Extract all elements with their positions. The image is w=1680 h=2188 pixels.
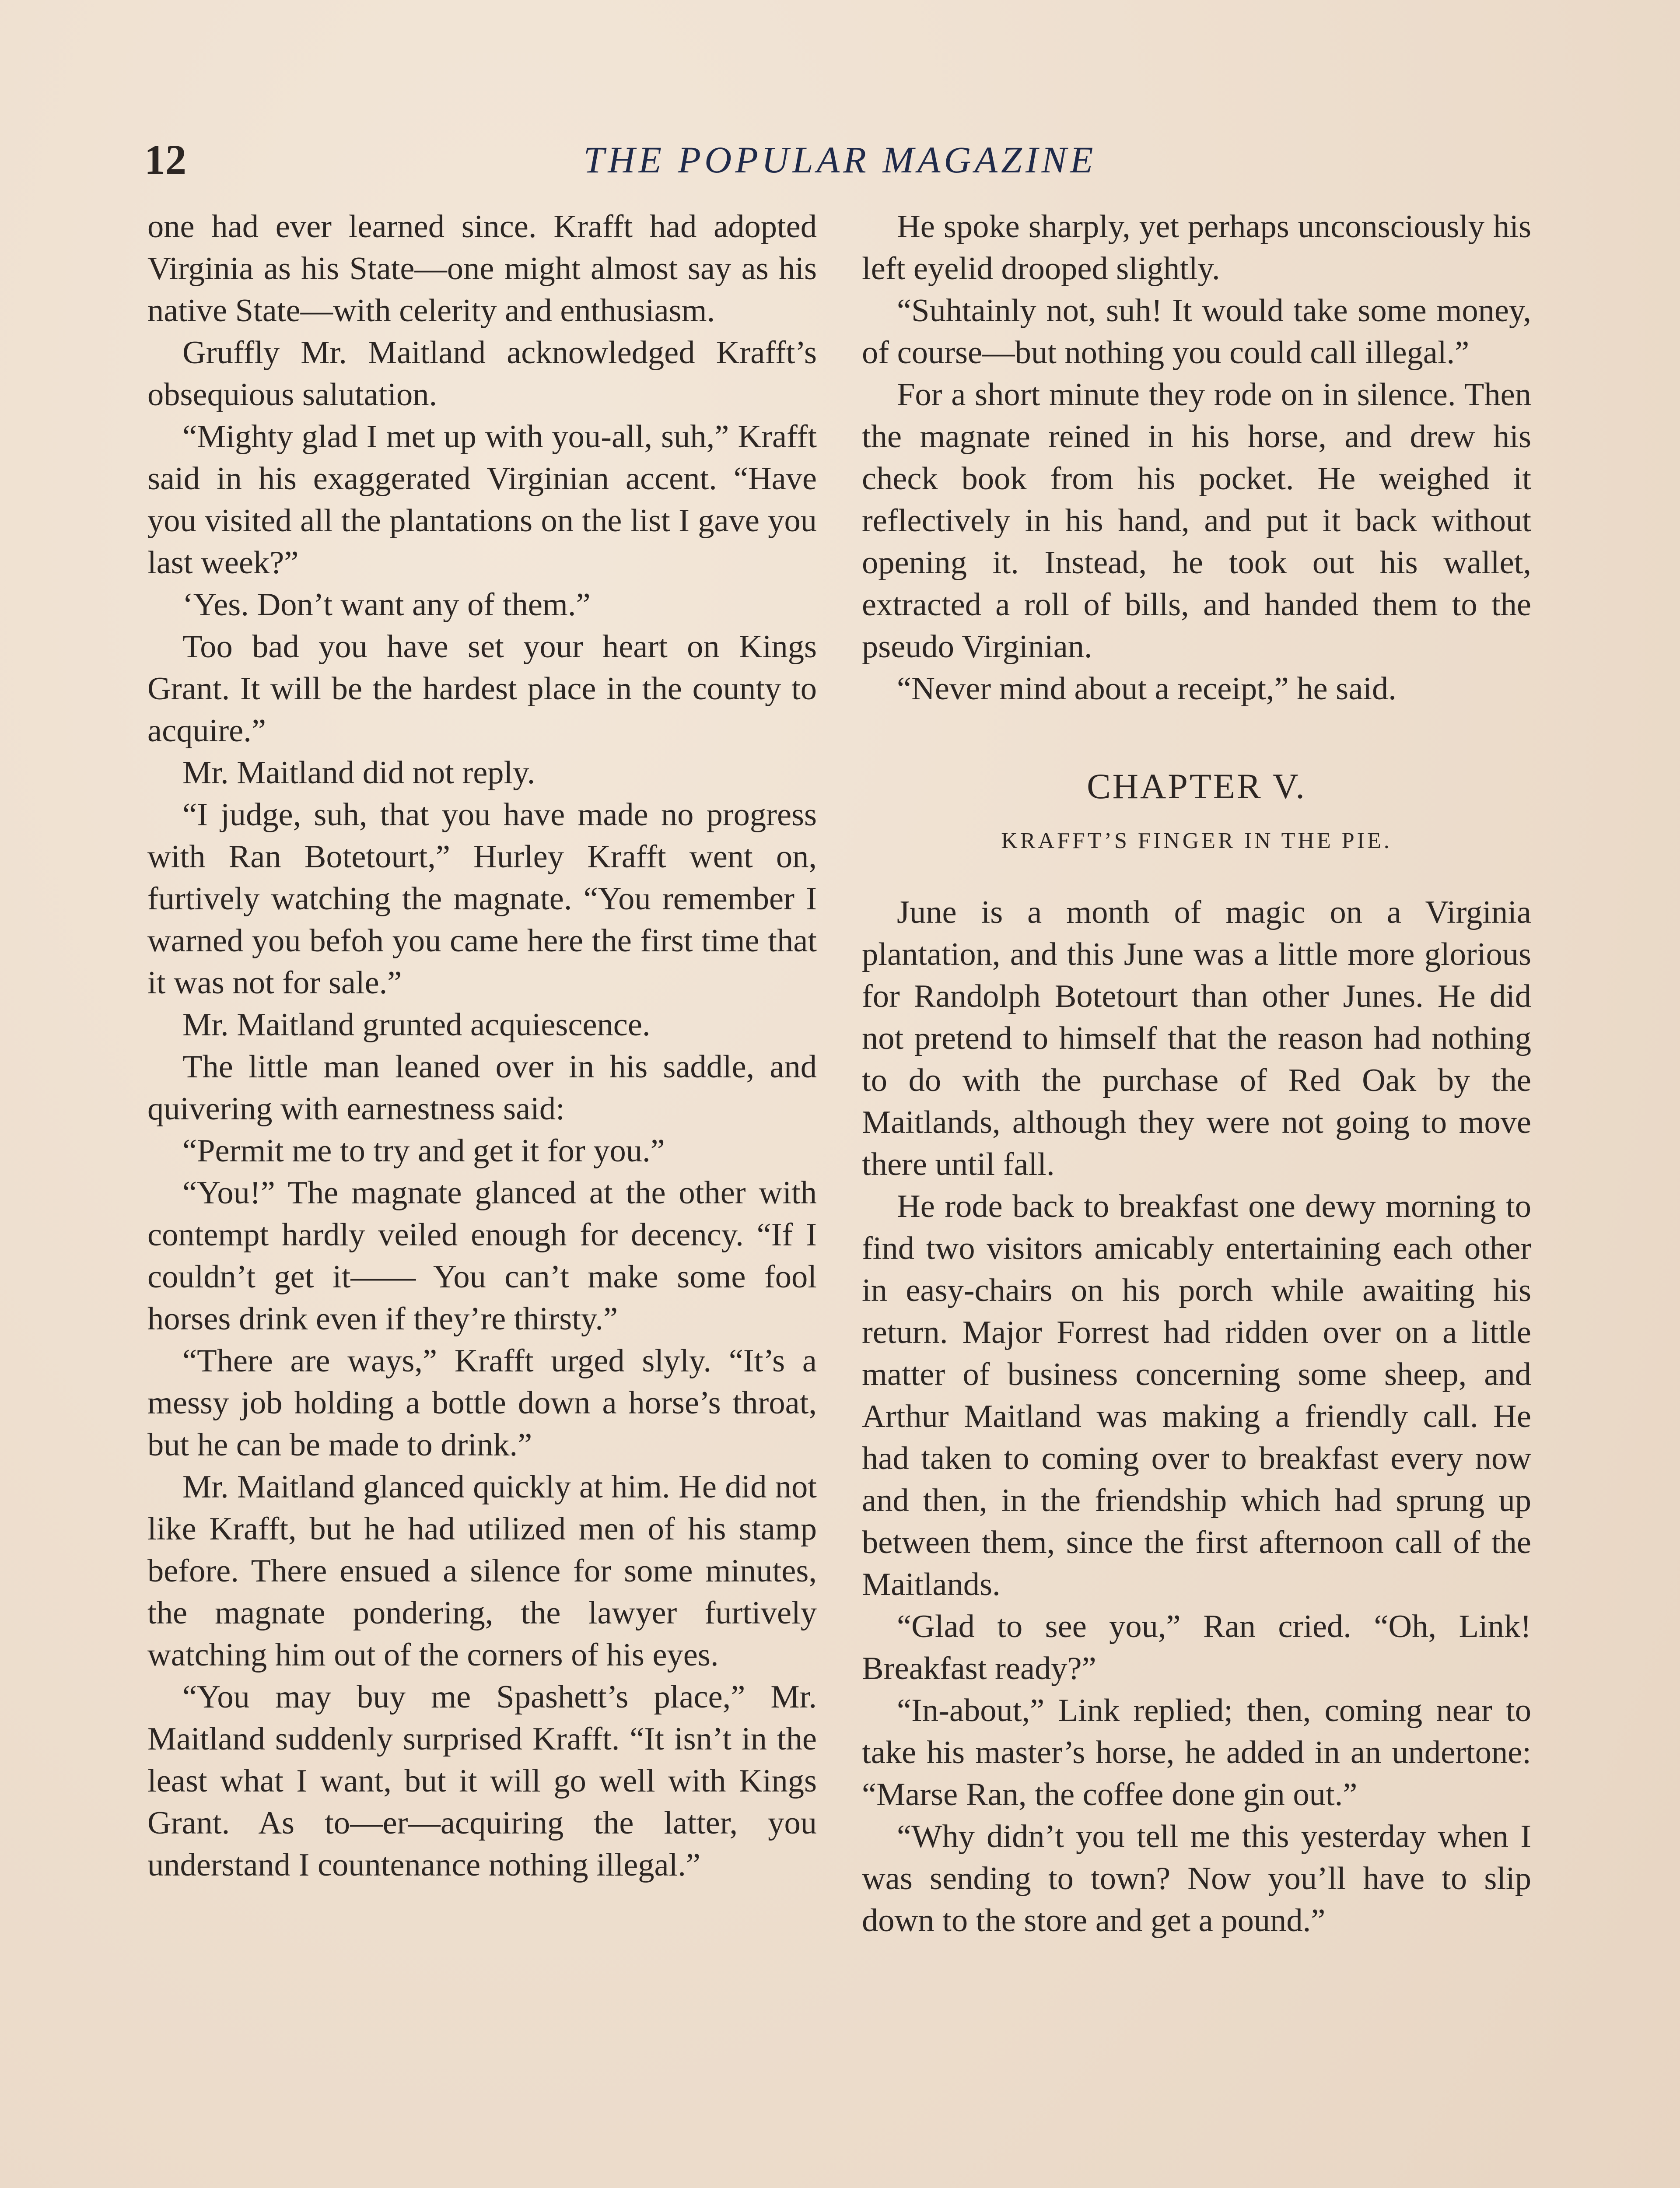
left-column	[147, 206, 817, 1886]
paragraph: “Why didn’t you tell me this yesterday when I was sending to town? Now you’ll have to slip down to the store and get a pound.”	[862, 1819, 1531, 1939]
paragraph: “Mighty glad I met up with you-all, suh,” Krafft said in his exaggerated Virginian accent. “Have you visited all the plantations on the list I gave you last week?”	[147, 419, 817, 581]
paragraph: He rode back to breakfast one dewy morning to find two visitors amicably entertaining each other in easy-chairs on his porch while awaiting his return. Major Forrest had ridden over on a little matter of business concerning some sheep, and Arthur Maitland was making a friendly call. He had taken to coming over to breakfast every now and then, in the friendship which had sprung up between them, since the first afternoon call of the Maitlands.	[862, 1189, 1531, 1602]
paragraph: “You!” The magnate glanced at the other with contempt hardly veiled enough for decency. “If I couldn’t get it—— You can’t make some fool horses drink even if they’re thirsty.”	[147, 1175, 817, 1337]
magazine-title: THE POPULAR MAGAZINE	[583, 139, 1097, 181]
paragraph: one had ever learned since. Krafft had adopted Virginia as his State—one might almost say as his native State—with celerity and enthusiasm.	[147, 209, 817, 329]
paragraph: June is a month of magic on a Virginia plantation, and this June was a little more glorious for Randolph Botetourt than other Junes. He did not pretend to himself that the reason had nothing to do with the purchase of Red Oak by the Maitlands, although they were not going to move there until fall.	[862, 894, 1531, 1182]
chapter-title: CHAPTER V.	[1087, 766, 1306, 806]
paragraph: Mr. Maitland glanced quickly at him. He did not like Krafft, but he had utilized men of his stamp before. There ensued a silence for some minutes, the magnate pondering, the lawyer furtively watching him out of the corners of his eyes.	[147, 1469, 817, 1673]
paragraph: “In-about,” Link replied; then, coming near to take his master’s horse, he added in an undertone: “Marse Ran, the coffee done gin out.”	[862, 1693, 1531, 1813]
paragraph: “You may buy me Spashett’s place,” Mr. Maitland suddenly surprised Krafft. “It isn’t in the least what I want, but it will go well with Kings Grant. As to—er—acquiring the latter, you understand I countenance nothing illegal.”	[147, 1679, 817, 1883]
paragraph: Too bad you have set your heart on Kings Grant. It will be the hardest place in the county to acquire.”	[147, 629, 817, 749]
page-header	[144, 131, 1536, 188]
paragraph: The little man leaned over in his saddle, and quivering with earnestness said:	[147, 1049, 817, 1127]
paragraph: “I judge, suh, that you have made no progress with Ran Botetourt,” Hurley Krafft went on, furtively watching the magnate. “You remember I warned you befoh you came here the first time that it was not for sale.”	[147, 797, 817, 1001]
paragraph: “Permit me to try and get it for you.”	[182, 1133, 665, 1169]
right-column	[862, 206, 1531, 1942]
page-number: 12	[144, 136, 186, 183]
paragraph: Gruffly Mr. Maitland acknowledged Krafft’s obsequious salutation.	[147, 335, 817, 413]
paragraph: He spoke sharply, yet perhaps unconsciously his left eyelid drooped slightly.	[862, 209, 1531, 287]
paragraph: “Never mind about a receipt,” he said.	[897, 671, 1396, 707]
chapter-subtitle: KRAFFT’S FINGER IN THE PIE.	[1001, 828, 1392, 853]
paragraph: “Glad to see you,” Ran cried. “Oh, Link! Breakfast ready?”	[862, 1609, 1531, 1687]
paragraph: Mr. Maitland did not reply.	[182, 755, 536, 791]
paragraph: ‘Yes. Don’t want any of them.”	[182, 587, 591, 623]
paragraph: “There are ways,” Krafft urged slyly. “It’s a messy job holding a bottle down a horse’s throat, but he can be made to drink.”	[147, 1343, 817, 1463]
paragraph: For a short minute they rode on in silence. Then the magnate reined in his horse, and drew his check book from his pocket. He weighed it reflectively in his hand, and put it back without opening it. Instead, he took out his wallet, extracted a roll of bills, and handed them to the pseudo Virginian.	[862, 377, 1531, 665]
paragraph: Mr. Maitland grunted acquiescence.	[182, 1007, 651, 1043]
paragraph: “Suhtainly not, suh! It would take some money, of course—but nothing you could call illegal.”	[862, 293, 1531, 371]
